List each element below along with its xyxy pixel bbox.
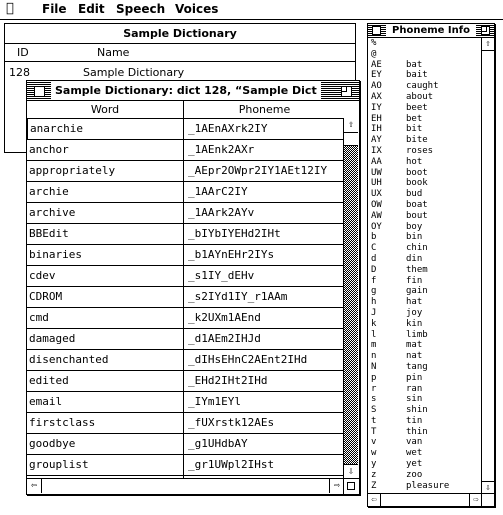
horizontal-scrollbar[interactable] bbox=[27, 478, 344, 494]
phoneme-example-word: bin bbox=[406, 232, 423, 243]
dictionary-entries-window bbox=[26, 80, 360, 495]
phoneme-code: Z bbox=[371, 480, 377, 491]
phoneme-row bbox=[368, 427, 481, 438]
phoneme-code: t bbox=[371, 415, 377, 426]
phoneme-example-word: bud bbox=[406, 189, 423, 200]
scroll-up-arrow-icon[interactable]: ⇧ bbox=[482, 38, 494, 51]
phoneme-row bbox=[368, 200, 481, 211]
phoneme-example-word: mat bbox=[406, 340, 423, 351]
entry-phoneme[interactable]: _IYm1EYl bbox=[188, 395, 241, 408]
phoneme-row bbox=[368, 384, 481, 395]
phoneme-example-word: hot bbox=[406, 156, 423, 167]
entry-word[interactable]: anarchie bbox=[27, 119, 184, 139]
phoneme-code: T bbox=[371, 426, 377, 437]
phoneme-code: AE bbox=[371, 59, 382, 70]
phoneme-code: S bbox=[371, 405, 377, 416]
entry-word[interactable]: CDROM bbox=[27, 287, 184, 307]
phoneme-row bbox=[368, 60, 481, 71]
entry-phoneme[interactable]: _s2IYd1IY_r1AAm bbox=[188, 290, 288, 303]
row-id: 128 bbox=[9, 66, 30, 79]
entry-word[interactable]: edited bbox=[27, 371, 184, 391]
phoneme-row bbox=[368, 211, 481, 222]
phoneme-code: C bbox=[371, 243, 377, 254]
entry-row[interactable] bbox=[27, 308, 343, 329]
phoneme-code: N bbox=[371, 361, 377, 372]
phoneme-info-window bbox=[367, 23, 495, 507]
phoneme-example-word: boy bbox=[406, 221, 423, 232]
phoneme-code: @ bbox=[371, 48, 377, 59]
phoneme-code: z bbox=[371, 469, 377, 480]
close-box-icon[interactable] bbox=[34, 86, 45, 97]
phoneme-row bbox=[368, 168, 481, 179]
phoneme-example-word: yet bbox=[406, 459, 423, 470]
window-title: Phoneme Info bbox=[386, 24, 476, 37]
phoneme-code: UW bbox=[371, 167, 382, 178]
phoneme-example-word: limb bbox=[406, 329, 428, 340]
entry-row[interactable] bbox=[27, 413, 343, 434]
phoneme-row bbox=[368, 286, 481, 297]
menu-speech[interactable]: Speech bbox=[116, 2, 166, 16]
phoneme-row bbox=[368, 448, 481, 459]
zoom-box-icon[interactable] bbox=[341, 86, 352, 97]
phoneme-example-word: bet bbox=[406, 113, 423, 124]
phoneme-code: IX bbox=[371, 145, 382, 156]
phoneme-code: p bbox=[371, 372, 377, 383]
phoneme-row bbox=[368, 481, 481, 492]
entry-phoneme[interactable]: _gr1UWpl2IHst bbox=[188, 458, 275, 471]
entry-word[interactable]: BBEdit bbox=[27, 224, 184, 244]
phoneme-row bbox=[368, 330, 481, 341]
phoneme-row bbox=[368, 254, 481, 265]
entries-header bbox=[27, 101, 344, 119]
phoneme-code: b bbox=[371, 232, 377, 243]
phoneme-row bbox=[368, 178, 481, 189]
phoneme-row bbox=[368, 232, 481, 243]
phoneme-code: h bbox=[371, 297, 377, 308]
phoneme-example-word: bat bbox=[406, 59, 423, 70]
phoneme-code: AW bbox=[371, 210, 382, 221]
window-title: Sample Dictionary bbox=[123, 27, 237, 40]
entries-list bbox=[27, 119, 343, 478]
phoneme-row bbox=[368, 157, 481, 168]
phoneme-code: s bbox=[371, 394, 377, 405]
entry-row[interactable] bbox=[27, 455, 343, 476]
scroll-right-arrow-icon[interactable]: ⇨ bbox=[329, 479, 344, 493]
phoneme-example-word: fin bbox=[406, 275, 423, 286]
phoneme-example-word: about bbox=[406, 91, 434, 102]
phoneme-code: IY bbox=[371, 102, 382, 113]
entry-phoneme[interactable]: _g1UHdbAY bbox=[188, 437, 248, 450]
phoneme-example-word: hat bbox=[406, 297, 423, 308]
phoneme-example-word: gain bbox=[406, 286, 428, 297]
entry-word[interactable]: grouplist bbox=[27, 455, 184, 475]
column-header-phoneme[interactable]: Phoneme bbox=[238, 103, 291, 116]
phoneme-code: J bbox=[371, 307, 377, 318]
phoneme-code: d bbox=[371, 253, 377, 264]
entry-row[interactable] bbox=[27, 203, 343, 224]
phoneme-code: D bbox=[371, 264, 377, 275]
phoneme-code: OY bbox=[371, 221, 382, 232]
phoneme-example-word: ran bbox=[406, 383, 423, 394]
entry-phoneme[interactable]: _s1IY_dEHv bbox=[188, 269, 255, 282]
entry-word[interactable]: appropriately bbox=[27, 161, 184, 181]
phoneme-row bbox=[368, 319, 481, 330]
scroll-track[interactable] bbox=[344, 146, 358, 465]
phoneme-example-word: book bbox=[406, 178, 428, 189]
scroll-down-arrow-icon[interactable]: ⇩ bbox=[482, 481, 494, 494]
entry-word[interactable]: damaged bbox=[27, 329, 184, 349]
entry-row[interactable] bbox=[27, 161, 343, 182]
phoneme-example-word: tin bbox=[406, 415, 423, 426]
entry-phoneme[interactable]: _EHd2IHt2IHd bbox=[188, 374, 268, 387]
phoneme-code: f bbox=[371, 275, 377, 286]
entry-phoneme[interactable]: _fUXrstk12AEs bbox=[188, 416, 275, 429]
scroll-down-arrow-icon[interactable]: ⇩ bbox=[344, 464, 358, 479]
phoneme-row bbox=[368, 459, 481, 470]
entries-titlebar[interactable] bbox=[27, 81, 359, 101]
phoneme-code: EY bbox=[371, 70, 382, 81]
phoneme-example-word: bait bbox=[406, 70, 428, 81]
phoneme-code: w bbox=[371, 448, 377, 459]
entry-row[interactable] bbox=[27, 182, 343, 203]
entry-phoneme[interactable]: _bIYbIYEHd2IHt bbox=[188, 227, 281, 240]
resize-box-icon[interactable] bbox=[481, 493, 494, 506]
entry-row[interactable] bbox=[27, 140, 343, 161]
entry-word[interactable]: archie bbox=[27, 182, 184, 202]
phoneme-horizontal-scrollbar[interactable] bbox=[368, 493, 482, 506]
phoneme-code: AA bbox=[371, 156, 382, 167]
phoneme-code: % bbox=[371, 38, 377, 48]
entry-phoneme[interactable]: _b1AYnEHr2IYs bbox=[188, 248, 275, 261]
entry-phoneme[interactable]: _1AArC2IY bbox=[188, 185, 248, 198]
phoneme-row bbox=[368, 103, 481, 114]
phoneme-code: g bbox=[371, 286, 377, 297]
column-header-word[interactable]: Word bbox=[27, 101, 184, 118]
phoneme-example-word: bit bbox=[406, 124, 423, 135]
phoneme-code: n bbox=[371, 351, 377, 362]
phoneme-vertical-scrollbar[interactable] bbox=[481, 38, 494, 494]
phoneme-example-word: van bbox=[406, 437, 423, 448]
phoneme-example-word: din bbox=[406, 253, 423, 264]
phoneme-example-word: boot bbox=[406, 167, 428, 178]
phoneme-row bbox=[368, 243, 481, 254]
entry-row[interactable] bbox=[27, 266, 343, 287]
phoneme-row bbox=[368, 405, 481, 416]
phoneme-example-word: chin bbox=[406, 243, 428, 254]
phoneme-row bbox=[368, 146, 481, 157]
entry-row[interactable] bbox=[27, 434, 343, 455]
phoneme-example-word: wet bbox=[406, 448, 423, 459]
entry-phoneme[interactable]: _AEpr2OWpr2IY1AEt12IY bbox=[188, 164, 328, 177]
phoneme-list bbox=[368, 38, 481, 493]
phoneme-code: UX bbox=[371, 189, 382, 200]
entry-row[interactable] bbox=[27, 224, 343, 245]
phoneme-row bbox=[368, 222, 481, 233]
phoneme-row bbox=[368, 340, 481, 351]
phoneme-example-word: pin bbox=[406, 372, 423, 383]
phoneme-example-word: thin bbox=[406, 426, 428, 437]
phoneme-code: OW bbox=[371, 199, 382, 210]
phoneme-row bbox=[368, 351, 481, 362]
entry-row[interactable] bbox=[27, 371, 343, 392]
phoneme-example-word: beet bbox=[406, 102, 428, 113]
phoneme-code: AO bbox=[371, 81, 382, 92]
phoneme-example-word: kin bbox=[406, 318, 423, 329]
scroll-left-arrow-icon[interactable]: ⇦ bbox=[27, 479, 42, 493]
phoneme-row bbox=[368, 81, 481, 92]
phoneme-code: v bbox=[371, 437, 377, 448]
phoneme-row bbox=[368, 135, 481, 146]
resize-box-icon[interactable] bbox=[343, 478, 359, 494]
menu-edit[interactable]: Edit bbox=[78, 2, 105, 16]
apple-icon[interactable] bbox=[6, 1, 14, 16]
column-header-name[interactable]: Name bbox=[97, 46, 130, 59]
phoneme-row bbox=[368, 394, 481, 405]
phoneme-code: UH bbox=[371, 178, 382, 189]
phoneme-row bbox=[368, 470, 481, 481]
phoneme-titlebar[interactable] bbox=[368, 24, 494, 38]
entry-phoneme[interactable]: _d1AEm2IHJd bbox=[188, 332, 261, 345]
phoneme-code: AY bbox=[371, 135, 382, 146]
phoneme-example-word: roses bbox=[406, 145, 434, 156]
phoneme-example-word: joy bbox=[406, 307, 423, 318]
phoneme-row bbox=[368, 265, 481, 276]
column-header-id[interactable]: ID bbox=[17, 46, 29, 59]
entry-row[interactable] bbox=[27, 392, 343, 413]
phoneme-example-word: zoo bbox=[406, 469, 423, 480]
list-header bbox=[5, 44, 355, 62]
phoneme-example-word: sin bbox=[406, 394, 423, 405]
entry-word[interactable]: cmd bbox=[27, 308, 184, 328]
entry-word[interactable]: archive bbox=[27, 203, 184, 223]
phoneme-example-word: them bbox=[406, 264, 428, 275]
entry-word[interactable]: binaries bbox=[27, 245, 184, 265]
entry-word[interactable]: firstclass bbox=[27, 413, 184, 433]
phoneme-row bbox=[368, 38, 481, 49]
phoneme-code: m bbox=[371, 340, 377, 351]
phoneme-example-word: shin bbox=[406, 405, 428, 416]
phoneme-row bbox=[368, 373, 481, 384]
phoneme-code: l bbox=[371, 329, 377, 340]
entry-row[interactable] bbox=[27, 350, 343, 371]
phoneme-row bbox=[368, 437, 481, 448]
entry-word[interactable]: disenchanted bbox=[27, 350, 184, 370]
scroll-left-arrow-icon[interactable]: ⇦ bbox=[368, 494, 381, 506]
phoneme-example-word: pleasure bbox=[406, 480, 450, 491]
dictionary-list-titlebar[interactable] bbox=[5, 24, 355, 44]
entry-word[interactable]: email bbox=[27, 392, 184, 412]
entry-phoneme[interactable]: _1AEnAXrk2IY bbox=[188, 122, 268, 135]
entry-word[interactable]: cdev bbox=[27, 266, 184, 286]
phoneme-code: EH bbox=[371, 113, 382, 124]
phoneme-row bbox=[368, 189, 481, 200]
vertical-scrollbar[interactable] bbox=[343, 118, 359, 479]
phoneme-row bbox=[368, 297, 481, 308]
phoneme-example-word: caught bbox=[406, 81, 439, 92]
entry-row[interactable] bbox=[27, 119, 343, 140]
phoneme-code: r bbox=[371, 383, 377, 394]
entry-phoneme[interactable]: _k2UXm1AEnd bbox=[188, 311, 261, 324]
phoneme-example-word: nat bbox=[406, 351, 423, 362]
phoneme-example-word: bite bbox=[406, 135, 428, 146]
menu-voices[interactable]: Voices bbox=[175, 2, 219, 16]
phoneme-row bbox=[368, 70, 481, 81]
phoneme-row bbox=[368, 276, 481, 287]
phoneme-code: k bbox=[371, 318, 377, 329]
menu-bar bbox=[0, 0, 503, 20]
entry-row[interactable] bbox=[27, 329, 343, 350]
phoneme-row bbox=[368, 124, 481, 135]
row-name: Sample Dictionary bbox=[83, 66, 185, 79]
phoneme-code: AX bbox=[371, 91, 382, 102]
phoneme-row bbox=[368, 114, 481, 125]
phoneme-example-word: bout bbox=[406, 210, 428, 221]
phoneme-row bbox=[368, 362, 481, 373]
entry-word[interactable]: anchor bbox=[27, 140, 184, 160]
phoneme-row bbox=[368, 308, 481, 319]
entry-row[interactable] bbox=[27, 245, 343, 266]
window-title: Sample Dictionary: dict 128, “Sample Dict bbox=[51, 81, 321, 100]
phoneme-code: IH bbox=[371, 124, 382, 135]
scroll-right-arrow-icon[interactable]: ⇨ bbox=[469, 494, 482, 506]
phoneme-example-word: tang bbox=[406, 361, 428, 372]
phoneme-row bbox=[368, 416, 481, 427]
phoneme-row bbox=[368, 49, 481, 60]
menu-file[interactable]: File bbox=[42, 2, 67, 16]
scroll-up-arrow-icon[interactable]: ⇧ bbox=[347, 119, 355, 130]
close-box-icon[interactable] bbox=[372, 26, 381, 35]
entry-row[interactable] bbox=[27, 287, 343, 308]
phoneme-example-word: boat bbox=[406, 199, 428, 210]
phoneme-code: y bbox=[371, 459, 377, 470]
scroll-thumb[interactable] bbox=[344, 132, 358, 146]
zoom-box-icon[interactable] bbox=[481, 26, 490, 35]
entry-phoneme[interactable]: _1AArk2AYv bbox=[188, 206, 255, 219]
entry-phoneme[interactable]: _1AEnk2AXr bbox=[188, 143, 255, 156]
entry-word[interactable]: goodbye bbox=[27, 434, 184, 454]
entry-phoneme[interactable]: _dIHsEHnC2AEnt2IHd bbox=[188, 353, 308, 366]
phoneme-row bbox=[368, 92, 481, 103]
